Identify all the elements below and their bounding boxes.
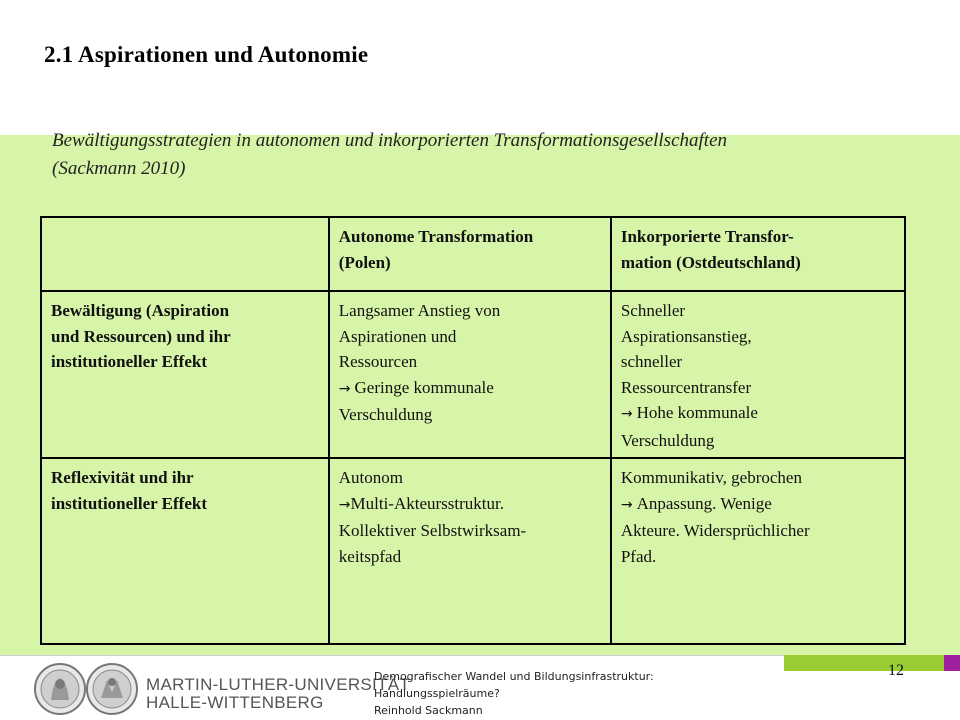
header-empty-cell — [41, 217, 329, 291]
university-logo-text: MARTIN-LUTHER-UNIVERSITÄT HALLE-WITTENBERG — [146, 675, 411, 712]
table-row — [41, 458, 905, 644]
cell-polen-reflexivitaet: Autonom →Multi-Akteursstruktur. Kollektiver Selbstwirksam- keitspfad — [329, 458, 611, 644]
slide-title: 2.1 Aspirationen und Autonomie — [44, 42, 369, 67]
subtitle-citation: (Sackmann 2010) — [52, 158, 186, 179]
university-seal-icon — [33, 662, 87, 716]
university-seal-icon — [85, 662, 139, 716]
footer-text: Demografischer Wandel und Bildungsinfrastruktur: Handlungsspielräume? Reinhold Sackmann — [374, 670, 654, 717]
subtitle-line: Bewältigungsstrategien in autonomen und inkorporierten Transformationsgesellschaften — [52, 130, 728, 151]
header-inkorporierte-transformation: Inkorporierte Transfor- mation (Ostdeutschland) — [611, 217, 905, 291]
row-label-reflexivitaet: Reflexivität und ihr institutioneller Effekt — [41, 458, 329, 644]
arrow-right-icon: → — [620, 406, 633, 422]
slide-subtitle — [52, 127, 932, 183]
accent-bar-purple — [944, 655, 960, 671]
page-number: 12 — [888, 662, 904, 679]
row-label-bewaeltigung: Bewältigung (Aspiration und Ressourcen) und ihr institutioneller Effekt — [41, 291, 329, 458]
cell-polen-bewaeltigung: Langsamer Anstieg von Aspirationen und Ressourcen → Geringe kommunale Verschuldung — [329, 291, 611, 458]
strategy-table — [40, 216, 906, 645]
header-autonome-transformation: Autonome Transformation (Polen) — [329, 217, 611, 291]
arrow-right-icon: → — [620, 496, 633, 513]
accent-bar-green — [784, 655, 944, 671]
table-row — [41, 291, 905, 458]
cell-ost-reflexivitaet: Kommunikativ, gebrochen → Anpassung. Wenige Akteure. Widersprüchlicher Pfad. — [611, 458, 905, 644]
arrow-right-icon: → — [338, 380, 351, 397]
cell-ost-bewaeltigung: Schneller Aspirationsanstieg, schneller Ressourcentransfer → Hohe kommunale Verschuldung — [611, 291, 905, 458]
table-header-row — [41, 217, 905, 291]
arrow-right-icon: → — [338, 496, 351, 513]
